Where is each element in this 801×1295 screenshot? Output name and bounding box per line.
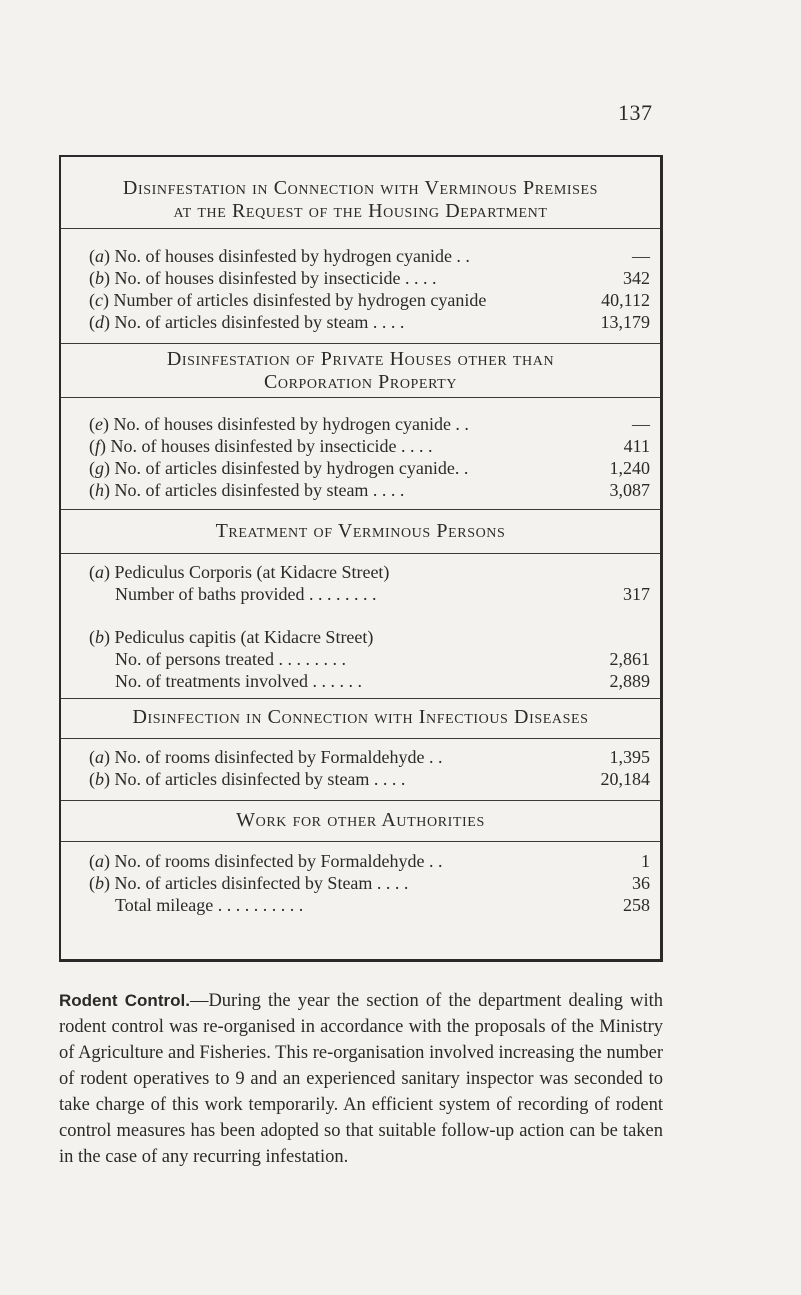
row-label: No. of articles disinfected by steam . . . . xyxy=(114,769,406,789)
section-heading xyxy=(61,348,660,394)
row-label: No. of articles disinfested by hydrogen cyanide. . xyxy=(114,458,469,478)
row-letter: f xyxy=(95,436,101,456)
row-label: No. of houses disinfested by insecticide . . . . xyxy=(110,436,433,456)
row-value: 258 xyxy=(623,895,650,915)
row-letter: c xyxy=(95,290,103,310)
section-heading-line: Disinfestation of Private Houses other than xyxy=(166,348,555,370)
section-heading xyxy=(61,520,660,543)
section-heading xyxy=(61,809,660,832)
row-letter: b xyxy=(95,769,104,789)
table-row: (f) No. of houses disinfested by insecticide . . . . 411 xyxy=(89,436,650,456)
row-label: Pediculus Corporis (at Kidacre Street) xyxy=(114,562,390,582)
section-heading-line: Disinfection in Connection with Infectious Diseases xyxy=(132,706,589,728)
rodent-control-title: Rodent Control. xyxy=(59,990,190,1010)
divider xyxy=(61,800,660,801)
rodent-control-text: —During the year the section of the department dealing with rodent control was re-organised in accordance with the proposals of the Ministry of Agriculture and Fisheries. This re-organisation involved increasing the number of rodent operatives to 9 and an experienced sanitary inspector was seconded to take charge of this work temporarily. An efficient system of recording of rodent control measures has been adopted so that suitable follow-up action can be taken in the case of any recurring infestation. xyxy=(59,990,664,1167)
row-label: Number of baths provided . . . . . . . . xyxy=(115,584,377,604)
row-value: 1,395 xyxy=(609,747,650,767)
row-label: No. of treatments involved . . . . . . xyxy=(115,671,362,691)
row-label: Number of articles disinfested by hydrogen cyanide xyxy=(113,290,487,310)
section-heading-line: Disinfestation in Connection with Verminous Premises xyxy=(122,177,599,199)
row-letter: a xyxy=(95,747,104,767)
page-number: 137 xyxy=(618,100,653,125)
row-label: No. of articles disinfected by Steam . . . . xyxy=(114,873,409,893)
table-row xyxy=(115,648,650,670)
row-label: No. of houses disinfested by hydrogen cyanide . . xyxy=(114,246,470,266)
table-row: (b) No. of articles disinfected by Steam . . . . 36 xyxy=(89,873,650,893)
section-heading-line: Treatment of Verminous Persons xyxy=(215,520,506,542)
row-label: No. of rooms disinfected by Formaldehyde . . xyxy=(114,851,443,871)
row-letter: b xyxy=(95,873,104,893)
table-row: (b) No. of articles disinfected by steam . . . . 20,184 xyxy=(89,769,650,789)
table-row: (h) No. of articles disinfested by steam . . . . 3,087 xyxy=(89,480,650,500)
row-value: 36 xyxy=(632,873,650,893)
row-value: 40,112 xyxy=(601,290,650,310)
row-value: — xyxy=(632,414,650,434)
row-letter: a xyxy=(95,246,104,266)
rodent-control-paragraph xyxy=(59,988,663,1170)
row-value: 13,179 xyxy=(600,312,650,332)
divider xyxy=(61,698,660,699)
table-row xyxy=(115,583,650,605)
table-row: (b) Pediculus capitis (at Kidacre Street) xyxy=(89,627,374,647)
table-row: (e) No. of houses disinfested by hydrogen cyanide . . — xyxy=(89,414,650,434)
divider xyxy=(61,553,660,554)
divider xyxy=(61,738,660,739)
divider xyxy=(61,841,660,842)
table-row: (a) No. of houses disinfested by hydrogen cyanide . . — xyxy=(89,246,650,266)
table-row: (a) No. of rooms disinfected by Formaldehyde . . 1,395 xyxy=(89,747,650,767)
section-heading xyxy=(61,177,660,223)
row-letter: a xyxy=(95,851,104,871)
row-letter: b xyxy=(95,268,104,288)
row-value: 3,087 xyxy=(609,480,650,500)
row-label: No. of rooms disinfected by Formaldehyde . . xyxy=(114,747,443,767)
table-row: (c) Number of articles disinfested by hydrogen cyanide 40,112 xyxy=(89,290,650,310)
table-row xyxy=(115,894,650,916)
row-label: No. of houses disinfested by insecticide . . . . xyxy=(114,268,437,288)
row-label: No. of articles disinfested by steam . . . . xyxy=(114,480,405,500)
disinfestation-table xyxy=(59,155,663,962)
row-value: 317 xyxy=(623,584,650,604)
table-row: (d) No. of articles disinfested by steam . . . . 13,179 xyxy=(89,312,650,332)
divider xyxy=(61,397,660,398)
row-letter: d xyxy=(95,312,104,332)
row-value: — xyxy=(632,246,650,266)
row-letter: h xyxy=(95,480,104,500)
table-row: (g) No. of articles disinfested by hydrogen cyanide. . 1,240 xyxy=(89,458,650,478)
row-value: 1 xyxy=(641,851,650,871)
table-row: (a) No. of rooms disinfected by Formaldehyde . . 1 xyxy=(89,851,650,871)
row-label: No. of articles disinfested by steam . . . . xyxy=(114,312,405,332)
row-label: No. of houses disinfested by hydrogen cyanide . . xyxy=(113,414,469,434)
divider xyxy=(61,509,660,510)
row-value: 342 xyxy=(623,268,650,288)
table-row xyxy=(115,670,650,692)
table-row: (b) No. of houses disinfested by insecticide . . . . 342 xyxy=(89,268,650,288)
row-letter: e xyxy=(95,414,103,434)
row-value: 1,240 xyxy=(609,458,650,478)
row-label: No. of persons treated . . . . . . . . xyxy=(115,649,346,669)
divider xyxy=(61,343,660,344)
section-heading-line: Corporation Property xyxy=(263,371,458,393)
row-value: 2,861 xyxy=(609,649,650,669)
divider xyxy=(61,228,660,229)
row-value: 20,184 xyxy=(600,769,650,789)
section-heading-line: at the Request of the Housing Department xyxy=(173,200,548,222)
row-value: 411 xyxy=(623,436,650,456)
section-heading-line: Work for other Authorities xyxy=(236,809,485,831)
row-label: Pediculus capitis (at Kidacre Street) xyxy=(114,627,374,647)
row-label: Total mileage . . . . . . . . . . xyxy=(115,895,304,915)
row-letter: b xyxy=(95,627,104,647)
table-row: (a) Pediculus Corporis (at Kidacre Street) xyxy=(89,562,390,582)
row-letter: a xyxy=(95,562,104,582)
section-heading xyxy=(61,706,660,729)
row-letter: g xyxy=(95,458,104,478)
row-value: 2,889 xyxy=(609,671,650,691)
